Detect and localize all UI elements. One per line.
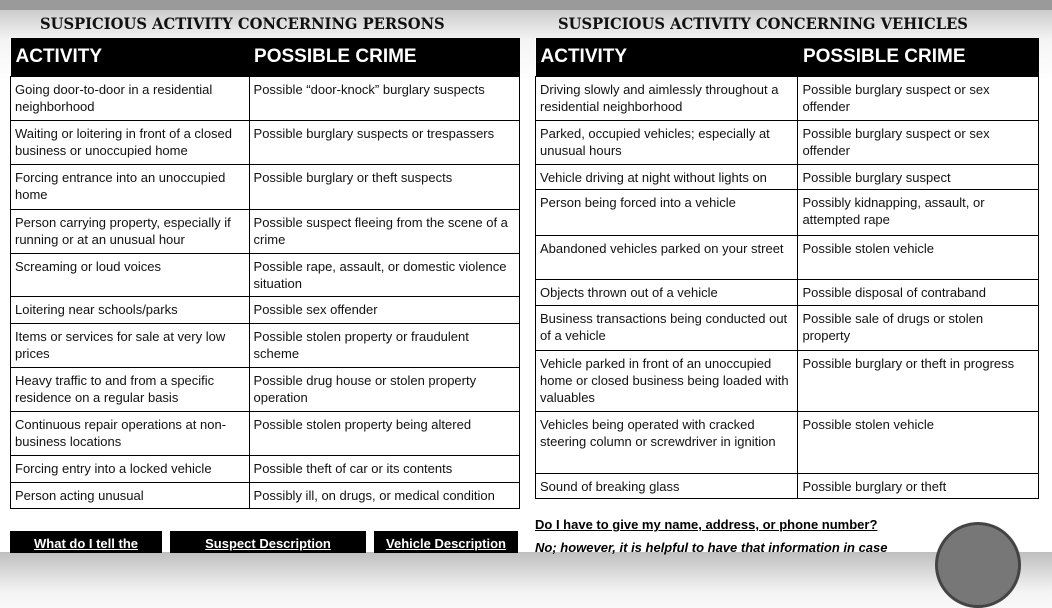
table-row [536,280,1039,306]
possible-crime-cell: Possible sale of drugs or stolen property [798,306,1039,351]
header-banner [0,0,1052,10]
activity-cell: Forcing entry into a locked vehicle [11,456,250,483]
persons-section-title: SUSPICIOUS ACTIVITY CONCERNING PERSONS [40,14,445,33]
vehicle-description-button[interactable]: Vehicle Description [374,531,518,553]
possible-crime-cell: Possible suspect fleeing from the scene of a crime [249,210,519,254]
activity-cell: Vehicle parked in front of an unoccupied home or closed business being loaded with valuables [536,351,798,412]
possible-crime-cell: Possible sex offender [249,297,519,324]
table-row [536,412,1039,474]
possible-crime-cell: Possible drug house or stolen property operation [249,368,519,412]
possible-crime-cell: Possible stolen property or fraudulent scheme [249,324,519,368]
possible-crime-cell: Possibly ill, on drugs, or medical condition [249,483,519,509]
table-row [11,165,520,210]
table-row [11,77,520,121]
activity-cell: Waiting or loitering in front of a closed business or unoccupied home [11,121,250,165]
activity-cell: Person acting unusual [11,483,250,509]
activity-cell: Forcing entrance into an unoccupied home [11,165,250,210]
police-seal-icon [935,522,1021,608]
table-row [11,210,520,254]
what-to-tell-button[interactable]: What do I tell the [10,531,162,553]
vehicles-section-title: SUSPICIOUS ACTIVITY CONCERNING VEHICLES [558,14,968,33]
possible-crime-cell: Possible stolen vehicle [798,412,1039,474]
possible-crime-cell: Possible burglary suspect [798,165,1039,190]
suspect-description-button[interactable]: Suspect Description [170,531,366,553]
activity-cell: Abandoned vehicles parked on your street [536,236,798,280]
activity-cell: Objects thrown out of a vehicle [536,280,798,306]
column-header-possible-crime: POSSIBLE CRIME [798,38,1039,77]
possible-crime-cell: Possible stolen vehicle [798,236,1039,280]
activity-cell: Sound of breaking glass [536,474,798,499]
activity-cell: Parked, occupied vehicles; especially at unusual hours [536,121,798,165]
possible-crime-cell: Possible burglary suspect or sex offender [798,121,1039,165]
table-row [11,254,520,297]
possible-crime-cell: Possible burglary suspect or sex offender [798,77,1039,121]
activity-cell: Going door-to-door in a residential neighborhood [11,77,250,121]
table-row [11,412,520,456]
activity-cell: Business transactions being conducted out of a vehicle [536,306,798,351]
persons-table [10,38,520,509]
table-row [536,77,1039,121]
table-row [11,121,520,165]
possible-crime-cell: Possible “door-knock” burglary suspects [249,77,519,121]
activity-cell: Screaming or loud voices [11,254,250,297]
table-row [11,368,520,412]
table-row [536,306,1039,351]
activity-cell: Person carrying property, especially if running or at an unusual hour [11,210,250,254]
activity-cell: Items or services for sale at very low prices [11,324,250,368]
table-row [11,324,520,368]
table-row [536,165,1039,190]
table-row [536,236,1039,280]
column-header-activity: ACTIVITY [11,38,250,77]
table-row [11,483,520,509]
column-header-activity: ACTIVITY [536,38,798,77]
activity-cell: Vehicle driving at night without lights on [536,165,798,190]
possible-crime-cell: Possible disposal of contraband [798,280,1039,306]
faq-answer: No; however, it is helpful to have that information in case [535,540,888,555]
activity-cell: Loitering near schools/parks [11,297,250,324]
table-row [11,297,520,324]
possible-crime-cell: Possible burglary or theft suspects [249,165,519,210]
table-row [536,190,1039,236]
possible-crime-cell: Possible burglary suspects or trespassers [249,121,519,165]
possible-crime-cell: Possible burglary or theft in progress [798,351,1039,412]
activity-cell: Driving slowly and aimlessly throughout a residential neighborhood [536,77,798,121]
activity-cell: Heavy traffic to and from a specific residence on a regular basis [11,368,250,412]
activity-cell: Person being forced into a vehicle [536,190,798,236]
table-row [536,474,1039,499]
activity-cell: Continuous repair operations at non-business locations [11,412,250,456]
activity-cell: Vehicles being operated with cracked steering column or screwdriver in ignition [536,412,798,474]
possible-crime-cell: Possible burglary or theft [798,474,1039,499]
table-row [11,456,520,483]
possible-crime-cell: Possible rape, assault, or domestic violence situation [249,254,519,297]
possible-crime-cell: Possible theft of car or its contents [249,456,519,483]
table-row [536,351,1039,412]
possible-crime-cell: Possible stolen property being altered [249,412,519,456]
faq-question: Do I have to give my name, address, or phone number? [535,517,878,532]
table-row [536,121,1039,165]
column-header-possible-crime: POSSIBLE CRIME [249,38,519,77]
possible-crime-cell: Possibly kidnapping, assault, or attempted rape [798,190,1039,236]
vehicles-table [535,38,1039,499]
